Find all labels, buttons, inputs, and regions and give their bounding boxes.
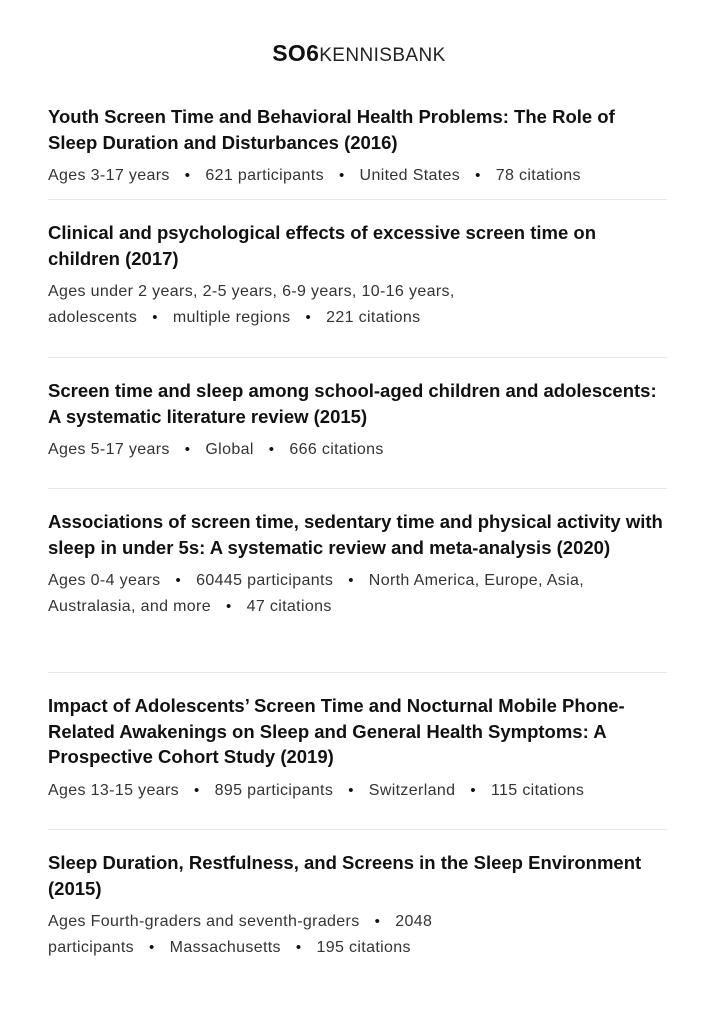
- study-region: • North America, Europe, Asia, Australasia, and more: [48, 572, 584, 615]
- study-title[interactable]: Impact of Adolescents’ Screen Time and Nocturnal Mobile Phone-Related Awakenings on Sleep and General Health Symptoms: A Prospective Cohort Study (2019): [48, 695, 625, 767]
- study-meta: [48, 909, 488, 961]
- study-citations: • 47 citations: [211, 598, 332, 615]
- study-participants: • 621 participants: [170, 167, 324, 184]
- study-title[interactable]: Screen time and sleep among school-aged children and adolescents: A systematic literature review (2015): [48, 380, 657, 427]
- study-participants: • 895 participants: [179, 782, 333, 799]
- site-logo[interactable]: [272, 40, 446, 66]
- study-title[interactable]: Sleep Duration, Restfulness, and Screens in the Sleep Environment (2015): [48, 852, 642, 899]
- study-region: • United States: [324, 167, 460, 184]
- study-item: [48, 358, 667, 489]
- study-meta: [48, 778, 667, 804]
- study-item: [48, 673, 667, 830]
- study-item: [48, 76, 667, 200]
- study-title[interactable]: Youth Screen Time and Behavioral Health Problems: The Role of Sleep Duration and Disturbances (2016): [48, 106, 615, 153]
- study-age: Ages under 2 years, 2-5 years, 6-9 years, 10-16 years, adolescents: [48, 283, 455, 326]
- study-item: [48, 200, 667, 358]
- study-region: • Massachusetts: [134, 939, 281, 956]
- study-citations: • 115 citations: [455, 782, 584, 799]
- study-meta: [48, 163, 667, 189]
- study-citations: • 78 citations: [460, 167, 581, 184]
- study-citations: • 195 citations: [281, 939, 411, 956]
- study-participants: • 2048 participants: [48, 913, 432, 956]
- study-title[interactable]: Clinical and psychological effects of excessive screen time on children (2017): [48, 222, 597, 269]
- logo-light-text: KENNISBANK: [319, 45, 446, 66]
- study-list: [0, 76, 718, 975]
- study-meta: [48, 568, 667, 620]
- study-region: • multiple regions: [137, 309, 290, 326]
- study-region: • Global: [170, 441, 254, 458]
- study-item: [48, 489, 667, 673]
- study-meta: [48, 437, 667, 463]
- study-age: Ages 3-17 years: [48, 167, 170, 184]
- site-header: [0, 0, 718, 76]
- study-participants: • 60445 participants: [161, 572, 334, 589]
- study-region: • Switzerland: [333, 782, 455, 799]
- study-age: Ages 13-15 years: [48, 781, 180, 799]
- study-citations: • 666 citations: [254, 441, 384, 458]
- study-citations: • 221 citations: [291, 309, 421, 326]
- logo-strong-text: SO6: [272, 40, 320, 66]
- study-item: [48, 830, 667, 975]
- study-title[interactable]: Associations of screen time, sedentary time and physical activity with sleep in under 5s: A systematic review and meta-analysis (2020): [48, 511, 663, 558]
- study-age: Ages 0-4 years: [48, 572, 161, 589]
- study-age: Ages Fourth-graders and seventh-graders: [48, 913, 360, 930]
- study-meta: [48, 279, 498, 331]
- study-age: Ages 5-17 years: [48, 441, 170, 458]
